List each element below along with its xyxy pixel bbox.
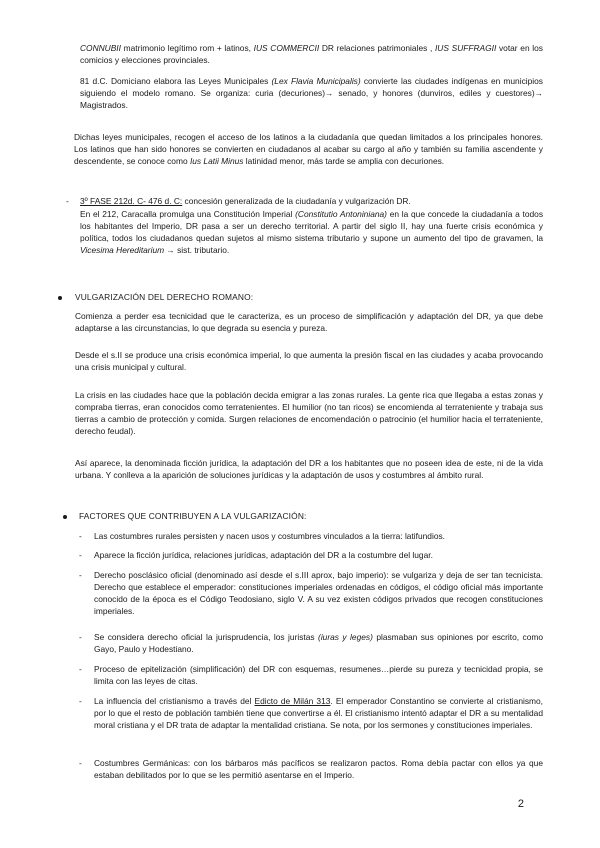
- list-item-text: Aparece la ficción jurídica, relaciones jurídicas, adaptación del DR a la costumbre del lugar.: [94, 550, 433, 560]
- paragraph-text: Desde el s.II se produce una crisis económica imperial, lo que aumenta la presión fiscal en las ciudades y acaba provocando una crisis municipal y cultural.: [75, 350, 543, 372]
- term-vicesima-hereditarium: Vicesima Hereditarium: [80, 245, 165, 255]
- term-ius-latii-minus: Ius Latii Minus: [189, 156, 244, 166]
- intro-paragraph-2: [80, 75, 543, 111]
- text-fragment: en la que concede la ciudadanía a todos los habitantes del Imperio, DR pasa a ser un derecho territorial. A partir del siglo II, hay una fuerte crisis económica y política, todos los ciudadanos quedan sujetos al mismo sistema tributario y supone un aumento del tipo de gravamen, la: [80, 209, 544, 243]
- list-item-text: Las costumbres rurales persisten y nacen usos y costumbres vinculados a la tierra: latifundios.: [94, 531, 445, 541]
- text-fragment: convierte las ciudades indígenas en municipios siguiendo el modelo romano. Se organiza: curia (decuriones)→ senado, y honores (dunviros, ediles y cuestores)→ Magistrados.: [80, 76, 543, 110]
- list-dash: -: [79, 696, 82, 706]
- text-fragment: concesión generalizada de la ciudadanía y vulgarización DR.: [182, 196, 411, 206]
- text-fragment: En el 212, Caracalla promulga una Constitución Imperial: [80, 209, 296, 219]
- term-ius-commercii: IUS COMMERCII: [253, 43, 320, 53]
- term-iuras-y-leges: (iuras y leges): [318, 632, 373, 642]
- term-constitutio-antoniniana: (Constitutio Antoniniana): [295, 209, 387, 219]
- bullet-dot: [63, 515, 67, 519]
- text-fragment: La influencia del cristianismo a través del: [94, 696, 255, 706]
- page-number: 2: [517, 798, 524, 810]
- paragraph-text: Así aparece, la denominada ficción jurídica, la adaptación del DR a los habitantes que no poseen idea de este, ni de la vida urbana. Y conlleva a la aparición de soluciones jurídicas y la adaptación de usos y costumbres al ámbito rural.: [75, 458, 543, 480]
- text-fragment: votar en los comicios y elecciones provinciales.: [80, 43, 543, 65]
- factor-item-1: [94, 530, 543, 542]
- intro-paragraph-3: [74, 131, 543, 167]
- text-fragment: 81 d.C. Domiciano elabora las Leyes Municipales: [80, 76, 272, 86]
- vulgarizacion-paragraph-3: [75, 389, 543, 437]
- text-fragment: → sist. tributario.: [164, 245, 230, 255]
- fase3-title: [80, 195, 543, 207]
- vulgarizacion-paragraph-2: [75, 349, 543, 373]
- list-item-text: Derecho posclásico oficial (denominado así desde el s.III aprox, bajo imperio): se vulgariza y deja de ser tan tecnicista. Derecho que establece el emperador: constituciones imperiales ordenadas en códigos, el código oficial más importante conocido de la época es el Código Teodosiano, siglo V. A su vez existen códigos privados que recogen constituciones imperiales.: [94, 570, 543, 616]
- text-fragment: DR relaciones patrimoniales ,: [319, 43, 435, 53]
- fase3-body: [80, 208, 543, 256]
- list-dash: -: [79, 632, 82, 642]
- list-dash: -: [79, 758, 82, 768]
- intro-paragraph-1: [80, 42, 543, 66]
- factor-item-6: [94, 695, 543, 731]
- text-fragment: plasmaban sus opiniones por escrito, como Gayo, Paulo y Hodestiano.: [94, 632, 543, 654]
- paragraph-text: La crisis en las ciudades hace que la población decida emigrar a las zonas rurales. La gente rica que llegaba a estas zonas y compraba tierras, eran conocidos como terratenientes. El humilior (no tan ricos) se encomienda al terrateniente y trabaja sus tierras a cambio de protección y comida. Surgen relaciones de encomendación o patrocinio (el humilior hacia el terrateniente, derecho feudal).: [75, 390, 543, 436]
- factor-item-7: [94, 757, 543, 781]
- text-fragment: latinidad menor, más tarde se amplia con decuriones.: [243, 156, 445, 166]
- list-dash: -: [79, 664, 82, 674]
- factor-item-4: [94, 631, 543, 655]
- section-heading-factores: FACTORES QUE CONTRIBUYEN A LA VULGARIZACIÓN:: [79, 511, 307, 521]
- factor-item-5: [94, 663, 543, 687]
- text-fragment: matrimonio legítimo rom + latinos,: [120, 43, 254, 53]
- text-fragment: Dichas leyes municipales, recogen el acceso de los latinos a la ciudadanía que quedan limitados a los principales honores. Los latinos que han sido honores se convierten en ciudadanos al acabar su cargo al año y también su familia ascendente y descendente, se conoce como: [74, 132, 543, 166]
- list-item-text: Costumbres Germánicas: con los bárbaros más pacíficos se realizaron pactos. Roma debía pactar con ellos ya que estaban debilitados por lo que se les permitió asentarse en el Imperio.: [94, 758, 543, 780]
- list-dash: -: [79, 531, 82, 541]
- term-ius-suffragii: IUS SUFFRAGII: [434, 43, 497, 53]
- term-lex-flavia: (Lex Flavia Municipalis): [271, 76, 361, 86]
- factor-item-3: [94, 569, 543, 617]
- vulgarizacion-paragraph-1: [75, 310, 543, 334]
- term-edicto-de-milan: Edicto de Milán 313: [254, 696, 331, 706]
- list-item-text: Proceso de epitelización (simplificación) del DR con esquemas, resumenes…pierde su pureza y tecnicidad propia, se limita con las leyes de citas.: [94, 664, 543, 686]
- bullet-dot: [58, 296, 62, 300]
- text-fragment: Se considera derecho oficial la jurisprudencia, los juristas: [94, 632, 319, 642]
- list-dash: -: [79, 550, 82, 560]
- fase3-title-underlined: 3º FASE 212d. C- 476 d. C:: [80, 196, 183, 206]
- vulgarizacion-paragraph-4: [75, 457, 543, 481]
- term-connubii: CONNUBII: [80, 43, 121, 53]
- text-fragment: . El emperador Constantino se convierte al cristianismo, por lo que el resto de población también tiene que convertirse a él. El cristianismo intentó adaptar el DR a su mentalidad moral cristiana y el DR trata de adaptar la mentalidad cristiana. Se nota, por los sermones y constituciones imperiales.: [94, 696, 543, 730]
- list-dash: -: [79, 570, 82, 580]
- factor-item-2: [94, 549, 543, 561]
- list-dash: -: [66, 196, 69, 206]
- paragraph-text: Comienza a perder esa tecnicidad que le caracteriza, es un proceso de simplificación y adaptación del DR, ya que debe adaptarse a las circunstancias, lo que degrada su esencia y pureza.: [75, 311, 543, 333]
- section-heading-vulgarizacion: VULGARIZACIÓN DEL DERECHO ROMANO:: [75, 292, 254, 302]
